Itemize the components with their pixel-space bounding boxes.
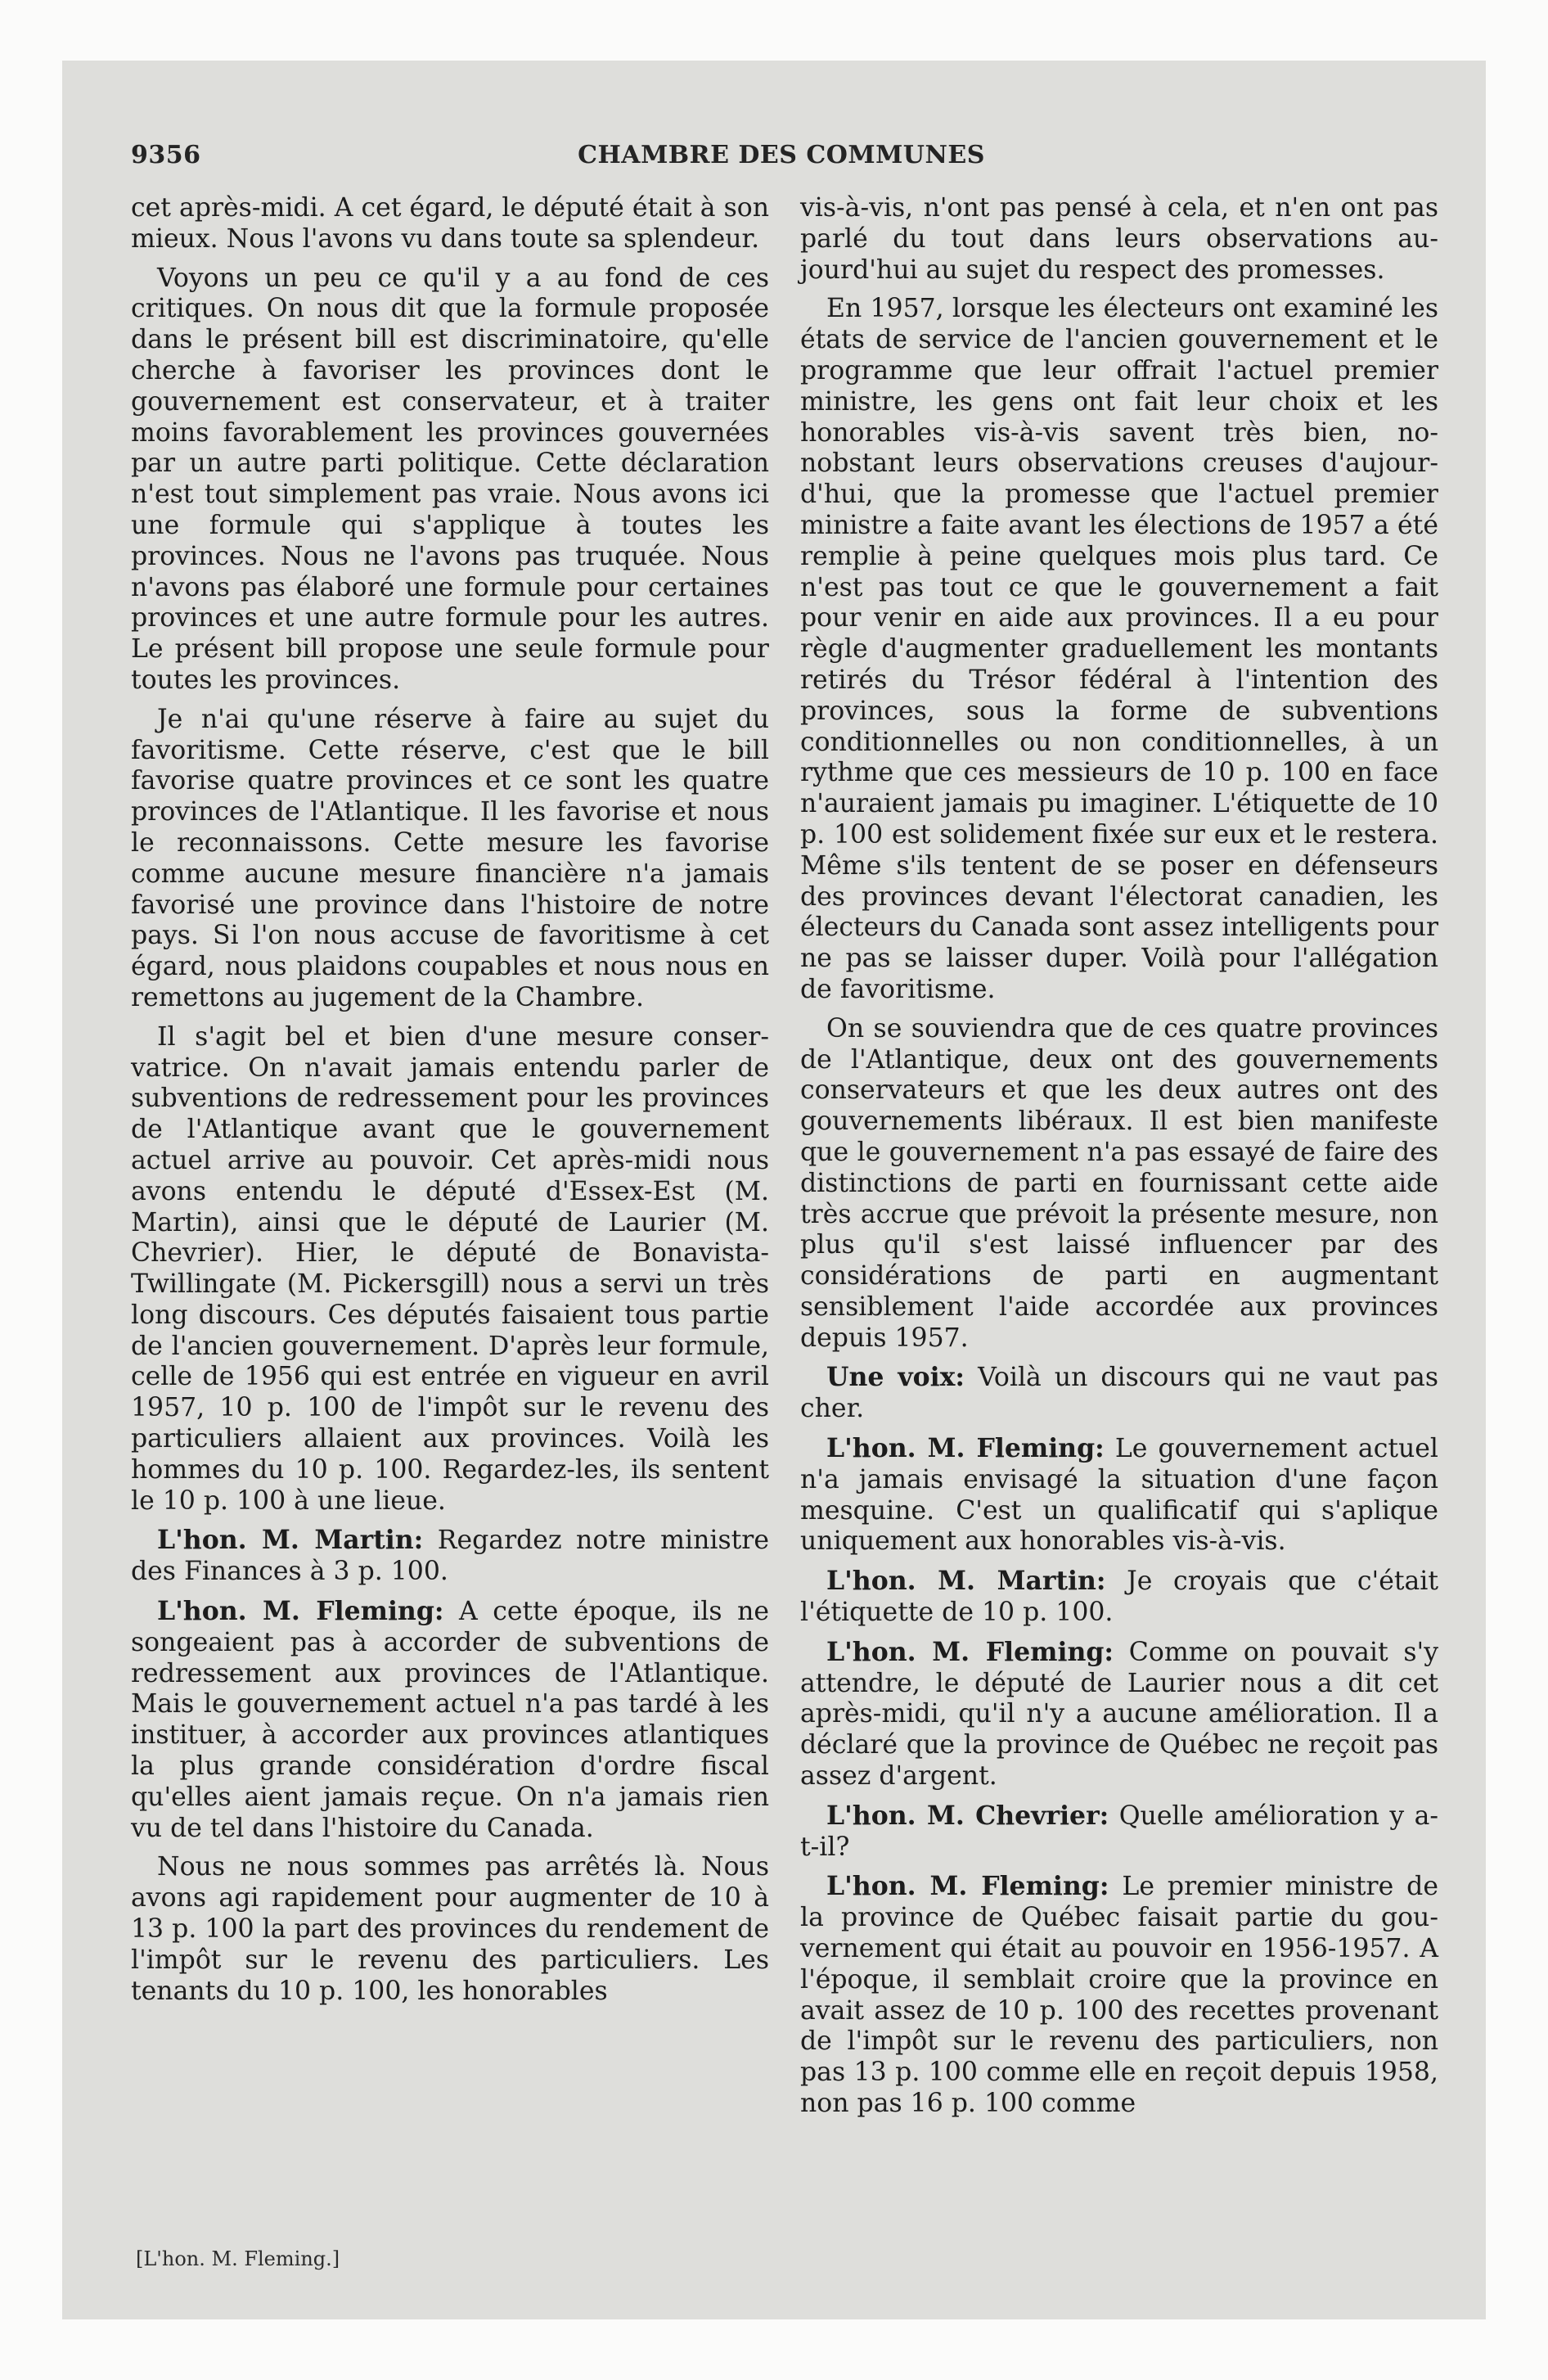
paragraph: Voyons un peu ce qu'il y a au fond de ces critiques. On nous dit que la formule proposée dans le présent bill est discriminatoire, qu'elle cherche à favoriser les provinces dont le gouvernement est conservateur, et à traiter moins favorablement les provinces gouvernées par un autre parti politique. Cette déclaration n'est tout simplement pas vraie. Nous avons ici une formule qui s'applique à toutes les provinces. Nous ne l'avons pas truquée. Nous n'avons pas élaboré une formule pour certaines provinces et une autre formule pour les autres. Le présent bill propose une seule formule pour toutes les provinces.	[131, 263, 769, 695]
speech-paragraph	[800, 1362, 1438, 1425]
paragraph: En 1957, lorsque les électeurs ont examiné les états de service de l'ancien gouvernement et le programme que leur offrait l'actuel premier ministre, les gens ont fait leur choix et les honorables vis-à-vis savent très bien, nonobstant leurs observations creuses d'aujourd'hui, que la promesse que l'actuel premier ministre a faite avant les élections de 1957 a été remplie à peine quelques mois plus tard. Ce n'est pas tout ce que le gouvernement a fait pour venir en aide aux provinces. Il a eu pour règle d'augmenter graduellement les montants retirés du Trésor fédéral à l'intention des provinces, sous la forme de subventions conditionnelles ou non conditionnelles, à un rythme que ces messieurs de 10 p. 100 en face n'auraient jamais pu imaginer. L'étiquette de 10 p. 100 est solidement fixée sur eux et le restera. Même s'ils tentent de se poser en défenseurs des provinces devant l'électorat canadien, les électeurs du Canada sont assez intelligents pour ne pas se laisser duper. Voilà pour l'allégation de favoritisme.	[800, 294, 1438, 1004]
speech-paragraph	[800, 1637, 1438, 1792]
speaker-name: L'hon. M. Fleming:	[826, 1636, 1114, 1667]
page-number: 9356	[131, 141, 201, 169]
speech-text: Comme on pouvait s'y attendre, le député de Laurier nous a dit cet après-midi, qu'il n'y a aucune amélioration. Il a déclaré que la province de Québec ne reçoit pas assez d'argent.	[800, 1637, 1438, 1792]
paragraph: vis-à-vis, n'ont pas pensé à cela, et n'en ont pas parlé du tout dans leurs observations aujourd'hui au sujet du respect des promesses.	[800, 193, 1438, 285]
speech-paragraph	[800, 1871, 1438, 2119]
speech-text: Le gouvernement actuel n'a jamais envisagé la situation d'une façon mesquine. C'est un qualificatif qui s'aplique uniquement aux honorables vis-à-vis.	[800, 1434, 1439, 1557]
running-head: CHAMBRE DES COMMUNES	[578, 141, 985, 169]
speaker-name: Une voix:	[826, 1362, 965, 1393]
page-header	[131, 141, 1432, 174]
paragraph: On se souviendra que de ces quatre provinces de l'Atlantique, deux ont des gouvernements conservateurs et que les deux autres ont des gouvernements libéraux. Il est bien manifeste que le gouvernement n'a pas essayé de faire des distinctions de parti en fournissant cette aide très accrue que prévoit la présente mesure, non plus qu'il s'est laissé influencer par des considérations de parti en augmentant sensiblement l'aide accordée aux provinces depuis 1957.	[800, 1013, 1438, 1353]
paragraph: Je n'ai qu'une réserve à faire au sujet du favoritisme. Cette réserve, c'est que le bill favorise quatre provinces et ce sont les quatre provinces de l'Atlantique. Il les favorise et nous le reconnaissons. Cette mesure les favorise comme aucune mesure financière n'a jamais favorisé une province dans l'histoire de notre pays. Si l'on nous accuse de favoritisme à cet égard, nous plaidons coupables et nous nous en remettons au jugement de la Chambre.	[131, 704, 769, 1012]
speech-paragraph	[800, 1566, 1438, 1629]
speech-text: Voilà un discours qui ne vaut pas cher.	[800, 1363, 1438, 1424]
speech-paragraph	[800, 1433, 1438, 1557]
paragraph: Il s'agit bel et bien d'une mesure conservatrice. On n'avait jamais entendu parler de subventions de redressement pour les provinces de l'Atlantique avant que le gouvernement actuel arrive au pouvoir. Cet après-midi nous avons entendu le député d'Essex-Est (M. Martin), ainsi que le député de Laurier (M. Chevrier). Hier, le député de Bonavista-Twillingate (M. Pickersgill) nous a servi un très long discours. Ces députés faisaient tous partie de l'ancien gouvernement. D'après leur formule, celle de 1956 qui est entrée en vigueur en avril 1957, 10 p. 100 de l'impôt sur le revenu des particuliers allaient aux provinces. Voilà les hommes du 10 p. 100. Regardez-les, ils sentent le 10 p. 100 à une lieue.	[131, 1021, 769, 1516]
speech-paragraph	[800, 1801, 1438, 1864]
speech-text: Quelle amélioration y a-t-il?	[800, 1801, 1438, 1862]
speaker-attribution-footer: [L'hon. M. Fleming.]	[136, 2247, 340, 2270]
speech-paragraph	[131, 1596, 769, 1844]
speaker-name: L'hon. M. Martin:	[157, 1525, 424, 1556]
speech-paragraph	[131, 1525, 769, 1588]
speaker-name: L'hon. M. Fleming:	[157, 1596, 444, 1627]
speech-text: Regardez notre ministre des Finances à 3 p. 100.	[131, 1526, 770, 1587]
speech-text: Le premier ministre de la province de Québec faisait partie du gouvernement qui était au pouvoir en 1956-1957. A l'époque, il semblait croire que la province en avait assez de 10 p. 100 des recettes provenant de l'impôt sur le revenu des particuliers, non pas 13 p. 100 comme elle en reçoit depuis 1958, non pas 16 p. 100 comme	[800, 1872, 1438, 2119]
paragraph: Nous ne nous sommes pas arrêtés là. Nous avons agi rapidement pour augmenter de 10 à 13 p. 100 la part des provinces du rendement de l'impôt sur le revenu des particuliers. Les tenants du 10 p. 100, les honorables	[131, 1852, 769, 2006]
speech-text: A cette époque, ils ne songeaient pas à accorder de subventions de redressement aux provinces de l'Atlantique. Mais le gouvernement actuel n'a pas tardé à les instituer, à accorder aux provinces atlantiques la plus grande considération d'ordre fiscal qu'elles aient jamais reçue. On n'a jamais rien vu de tel dans l'histoire du Canada.	[131, 1597, 769, 1843]
speaker-name: L'hon. M. Fleming:	[826, 1871, 1109, 1902]
speaker-name: L'hon. M. Martin:	[826, 1566, 1106, 1597]
paragraph: cet après-midi. A cet égard, le député était à son mieux. Nous l'avons vu dans toute sa splendeur.	[131, 193, 769, 254]
speaker-name: L'hon. M. Fleming:	[826, 1433, 1105, 1464]
speech-text: Je croyais que c'était l'étiquette de 10 p. 100.	[800, 1566, 1439, 1628]
speaker-name: L'hon. M. Chevrier:	[826, 1800, 1109, 1831]
right-column	[800, 193, 1438, 2128]
left-column	[131, 193, 769, 2015]
